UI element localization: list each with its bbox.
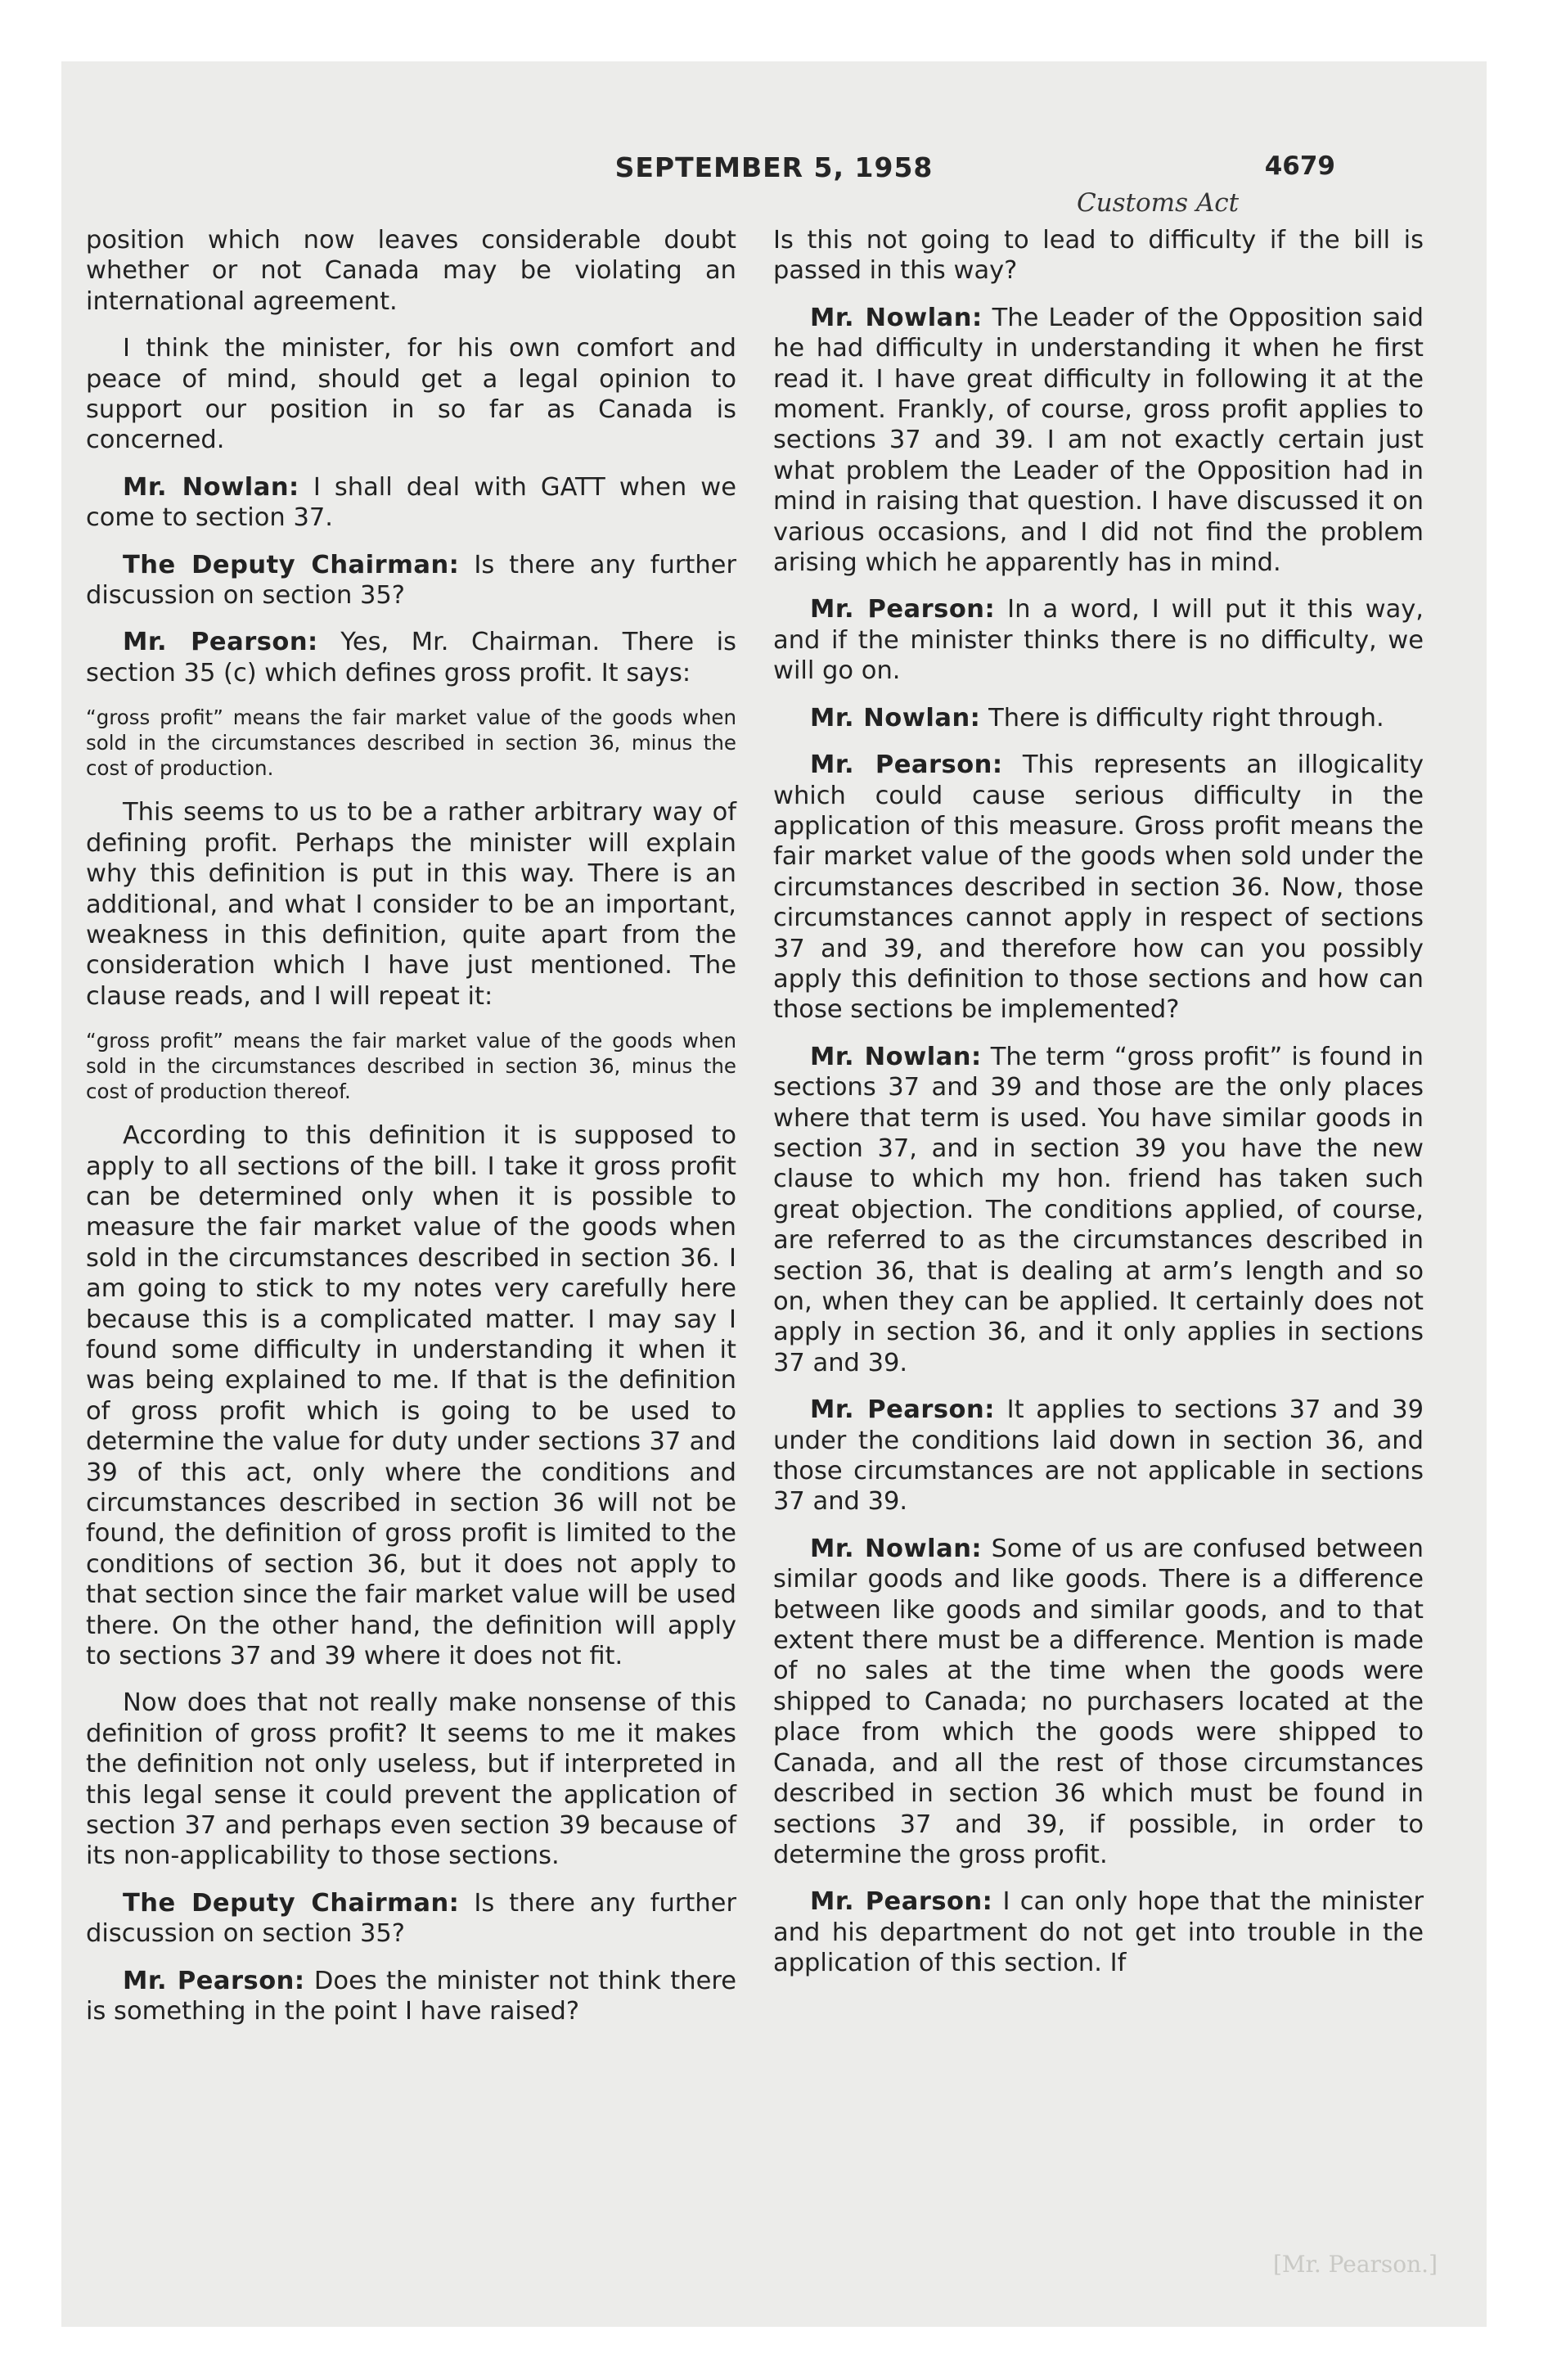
speech-text: Does the minister not think there is something in the point I have raised? bbox=[86, 1966, 736, 2026]
speech bbox=[773, 1395, 1424, 1517]
speech bbox=[773, 1042, 1424, 1378]
paragraph: According to this definition it is supposed to apply to all sections of the bill. I take it gross profit can be determined only when it is possible to measure the fair market value of the goods when sold in the circumstances described in section 36. I am going to stick to my notes very carefully here because this is a complicated matter. I may say I found some difficulty in understanding it when it was being explained to me. If that is the definition of gross profit which is going to be used to determine the value for duty under sections 37 and 39 of this act, only where the conditions and circumstances described in section 36 will not be found, the definition of gross profit is limited to the conditions of section 36, but it does not apply to that section since the fair market value will be used there. On the other hand, the definition will apply to sections 37 and 39 where it does not fit. bbox=[86, 1121, 736, 1671]
right-column bbox=[773, 225, 1424, 1995]
speech-text: I shall deal with GATT when we come to section 37. bbox=[86, 472, 736, 533]
speech bbox=[773, 703, 1424, 733]
speech-text: The term “gross profit” is found in sections 37 and 39 and those are the only places where that term is used. You have similar goods in section 37, and in section 39 you have the new clause to which my hon. friend has taken such great objection. The conditions applied, of course, are referred to as the circumstances described in section 36, that is dealing at arm’s length and so on, when they can be applied. It certainly does not apply in section 36, and it only applies in sections 37 and 39. bbox=[773, 1042, 1424, 1377]
speech bbox=[86, 550, 736, 611]
speech-text: Some of us are confused between similar goods and like goods. There is a difference between like goods and similar goods, and to that extent there must be a difference. Mention is made of no sales at the time when the goods were shipped to Canada; no purchasers located at the place from which the goods were shipped to Canada, and all the rest of those circumstances described in section 36 which must be found in sections 37 and 39, if possible, in order to determine the gross profit. bbox=[773, 1534, 1424, 1869]
page-sheet bbox=[61, 61, 1487, 2327]
left-column bbox=[86, 225, 736, 2044]
speaker-name: Mr. Nowlan: bbox=[810, 1534, 983, 1563]
speaker-name: Mr. Pearson: bbox=[810, 751, 1003, 780]
quoted-definition: “gross profit” means the fair market value of the goods when sold in the circumstances described in section 36, minus the cost of production. bbox=[86, 705, 736, 781]
speaker-name: Mr. Nowlan: bbox=[810, 703, 981, 732]
speech bbox=[86, 472, 736, 534]
speech-text: It applies to sections 37 and 39 under the conditions laid down in section 36, and those circumstances are not applicable in sections 37 and 39. bbox=[773, 1395, 1424, 1517]
speaker-name: Mr. Nowlan: bbox=[810, 303, 983, 332]
speech-text: This represents an illogicality which could cause serious difficulty in the application of this measure. Gross profit means the fair market value of the goods when sold under the circumstances described in section 36. Now, those circumstances cannot apply in respect of sections 37 and 39, and therefore how can you possibly apply this definition to those sections and how can those sections be implemented? bbox=[773, 751, 1424, 1025]
quoted-definition: “gross profit” means the fair market value of the goods when sold in the circumstances described in section 36, minus the cost of production thereof. bbox=[86, 1029, 736, 1104]
speech bbox=[773, 750, 1424, 1025]
page-date: SEPTEMBER 5, 1958 bbox=[614, 151, 934, 183]
speech-text: I can only hope that the minister and his department do not get into trouble in the application of this section. If bbox=[773, 1887, 1424, 1978]
speech-text: Yes, Mr. Chairman. There is section 35 (c) which defines gross profit. It says: bbox=[86, 628, 737, 687]
speech bbox=[773, 1886, 1424, 1978]
speaker-name: The Deputy Chairman: bbox=[123, 550, 460, 579]
speech bbox=[773, 303, 1424, 579]
page-number: 4679 bbox=[1264, 151, 1335, 181]
paragraph: Now does that not really make nonsense of this definition of gross profit? It seems to me it makes the definition not only useless, but if interpreted in this legal sense it could prevent the application of section 37 and perhaps even section 39 because of its non-applicability to those sections. bbox=[86, 1688, 736, 1871]
speaker-name: Mr. Pearson: bbox=[123, 1966, 305, 1995]
speech-text: Is there any further discussion on section 35? bbox=[86, 1888, 736, 1949]
speaker-name: Mr. Nowlan: bbox=[810, 1042, 982, 1071]
speech bbox=[86, 1888, 736, 1950]
speaker-name: Mr. Pearson: bbox=[123, 628, 318, 657]
paragraph: Is this not going to lead to difficulty if the bill is passed in this way? bbox=[773, 226, 1424, 286]
speech-text: In a word, I will put it this way, and if the minister thinks there is no difficulty, we will go on. bbox=[773, 595, 1424, 686]
speech-text: There is difficulty right through. bbox=[988, 703, 1384, 732]
paragraph: position which now leaves considerable doubt whether or not Canada may be violating an international agreement. bbox=[86, 226, 736, 316]
speech bbox=[86, 1966, 736, 2027]
speech bbox=[773, 1534, 1424, 1870]
speaker-name: Mr. Pearson: bbox=[810, 595, 996, 624]
speech bbox=[773, 594, 1424, 686]
speaker-name: Mr. Pearson: bbox=[810, 1887, 993, 1917]
paragraph: I think the minister, for his own comfort and peace of mind, should get a legal opinion to support our position in so far as Canada is concerned. bbox=[86, 334, 736, 455]
speaker-name: The Deputy Chairman: bbox=[123, 1888, 460, 1918]
speech bbox=[86, 627, 736, 688]
speech-text: Is there any further discussion on section 35? bbox=[86, 550, 736, 611]
paragraph: This seems to us to be a rather arbitrary way of defining profit. Perhaps the minister will explain why this definition is put in this way. There is an additional, and what I consider to be an important, weakness in this definition, quite apart from the consideration which I have just mentioned. The clause reads, and I will repeat it: bbox=[86, 798, 736, 1011]
speaker-name: Mr. Pearson: bbox=[810, 1395, 995, 1425]
running-subject: Customs Act bbox=[1076, 188, 1240, 218]
speaker-reference: [Mr. Pearson.] bbox=[1272, 2251, 1438, 2278]
speech-text: The Leader of the Opposition said he had difficulty in understanding it when he first read it. I have great difficulty in following it at the moment. Frankly, of course, gross profit applies to sections 37 and 39. I am not exactly certain just what problem the Leader of the Opposition had in mind in raising that question. I have discussed it on various occasions, and I did not find the problem arising which he apparently has in mind. bbox=[773, 303, 1424, 578]
speaker-name: Mr. Nowlan: bbox=[123, 472, 299, 502]
